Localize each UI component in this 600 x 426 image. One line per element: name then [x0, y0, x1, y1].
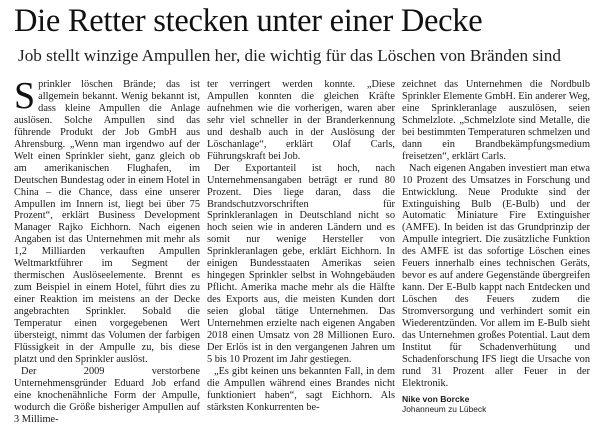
paragraph: [14, 75, 200, 366]
paragraph: zeichnet das Unternehmen die Nordbulb Sprinkler Elemente GmbH. Ein anderer Weg, eine Sprinkleranlage auszulösen, seien Schmelzlote. „Schmelzlote sind Metalle, die bei bestimmten Temperaturen schmelzen und dann ein Brandbekämpfungsmedium freisetzen“, erklärt Carls.: [402, 79, 590, 162]
author-name: Nike von Borcke: [402, 393, 470, 404]
author-location: Johanneum zu Lübeck: [402, 404, 487, 415]
paragraph: Der 2009 verstorbene Unternehmensgründer Eduard Job erfand eine knochenähnliche Form der Ampulle, wodurch die Größe bisheriger Ampullen auf 3 Millime-: [14, 365, 200, 425]
paragraph: Der Exportanteil ist hoch, nach Unternehmensangaben beträgt er rund 80 Prozent. Dies liege daran, dass die Brandschutzvorschriften für Sprinkleranlagen in Deutschland nicht so hoch seien wie in anderen Ländern und es somit nur wenige Hersteller von Sprinkleranlagen gebe, erklärt Eichhorn. In einigen Bundesstaaten Amerikas seien hingegen Sprinkler selbst in Wohngebäuden Pflicht. Amerika mache mehr als die Hälfte des Exports aus, die meisten Kunden dort seien global tätige Unternehmen. Das Unternehmen erzielte nach eigenen Angaben 2018 einen Umsatz von 28 Millionen Euro. Der Erlös ist in den vergangenen Jahren um 5 bis 10 Prozent im Jahr gestiegen.: [207, 162, 395, 365]
paragraph: Nach eigenen Angaben investiert man etwa 10 Prozent des Umsatzes in Forschung und Entwicklung. Neue Produkte sind der Extinguishing Bulb (E-Bulb) und der Automatic Miniature Fire Extinguisher (AMFE). In beiden ist das Grundprinzip der Ampulle integriert. Die zusätzliche Funktion des AMFE ist das sofortige Löschen eines Feuers innerhalb eines technischen Geräts, bevor es auf andere Gegenstände übergreifen kann. Der E-Bulb kappt nach Entdecken und Löschen des Feuers zudem die Stromversorgung und verhindert somit ein Wiederentzünden. Vor allem im E-Bulb sieht das Unternehmen großes Potential. Laut dem Institut für Schadenverhütung und Schadenforschung IFS liegt die Ursache von rund 31 Prozent aller Feuer in der Elektronik.: [402, 162, 590, 389]
article-column-3: [402, 79, 590, 414]
article-column-2: [207, 79, 395, 414]
paragraph: „Es gibt keinen uns bekannten Fall, in dem die Ampullen während eines Brandes nicht funktioniert haben“, sagt Eichhorn. Als stärksten Konkurrenten be-: [207, 365, 395, 413]
article-column-1: [14, 75, 200, 426]
paragraph: ter verringert werden konnte. „Diese Ampullen konnten die gleichen Kräfte aufnehmen wie die vorherigen, waren aber sehr viel schneller in der Branderkennung und deshalb auch in der Auslösung der Löschanlage“, erklärt Olaf Carls, Führungskraft bei Job.: [207, 79, 395, 162]
drop-cap: S: [14, 75, 36, 117]
paragraph-text: prinkler löschen Brände; das ist allgemein bekannt. Wenig bekannt ist, dass kleine Ampullen die Anlage auslösen. Solche Ampullen sind das führende Produkt der Job GmbH aus Ahrensburg. „Wenn man irgendwo auf der Welt einen Sprinkler sieht, ganz gleich ob am amerikanischen Flughafen, im Deutschen Bundestag oder in einem Hotel in China – die Chance, dass eine unserer Ampullen im Innern ist, liegt bei über 75 Prozent“, erklärt Business Development Manager Rajko Eichhorn. Nach eigenen Angaben ist das Unternehmen mit mehr als 1,2 Milliarden verkauften Ampullen Weltmarktführer im Segment der thermischen Auslöseelemente. Brennt es zum Beispiel in einem Hotel, führt dies zu einer Reaktion im meistens an der Decke angebrachten Sprinkler. Sobald die Temperatur einen vorgegebenen Wert übersteigt, nimmt das Volumen der farbigen Flüssigkeit in der Ampulle zu, bis diese platzt und den Sprinkler auslöst.: [14, 79, 200, 365]
article-headline: Die Retter stecken unter einer Decke: [14, 3, 483, 39]
article-subheadline: Job stellt winzige Ampullen her, die wichtig für das Löschen von Bränden sind: [18, 46, 561, 65]
